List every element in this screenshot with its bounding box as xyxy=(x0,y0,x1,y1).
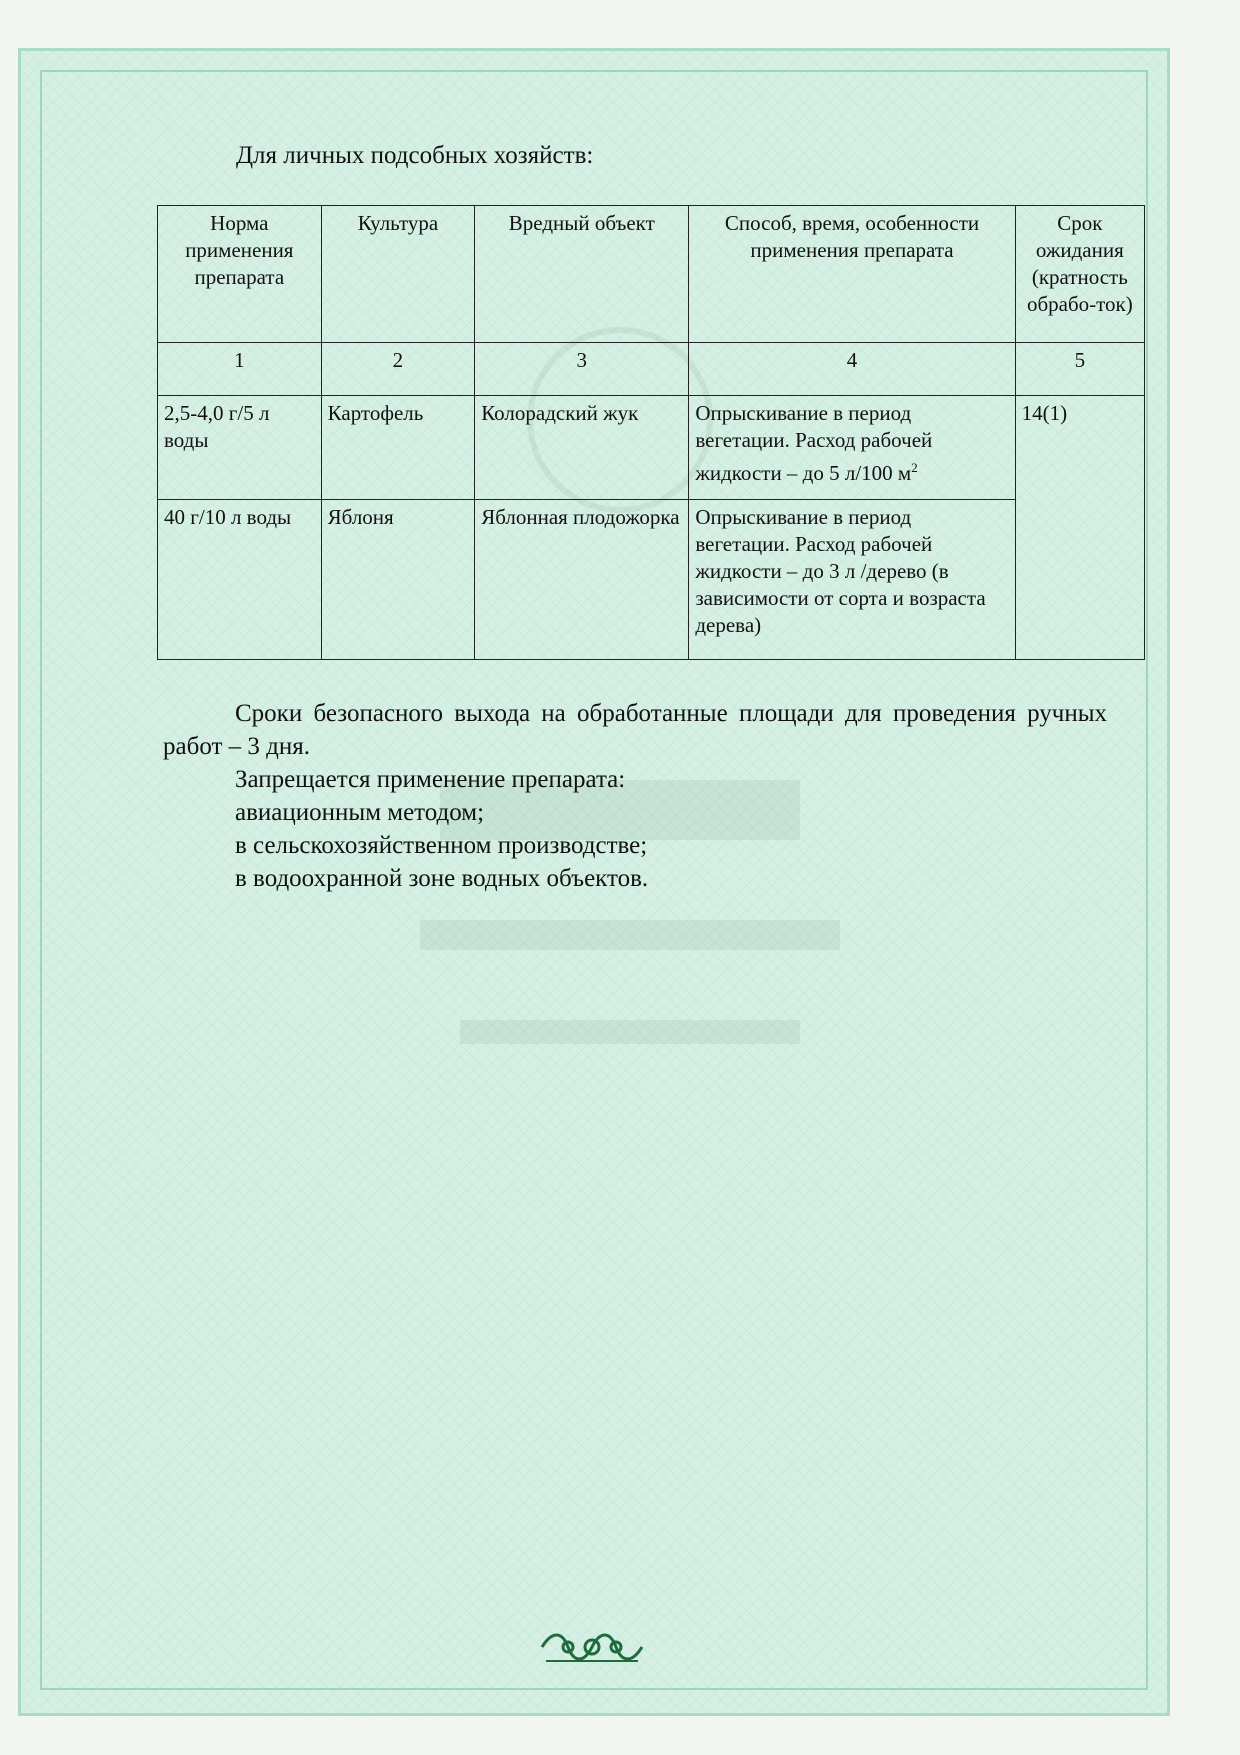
table-row xyxy=(158,396,1145,500)
table-number-row xyxy=(158,343,1145,396)
prohibit-item: в сельскохозяйственном производстве; xyxy=(235,832,648,859)
safety-paragraph: Сроки безопасного выхода на обработанные площади для проведения ручных работ – 3 дня. xyxy=(163,700,1107,760)
method-text: Опрыскивание в период вегетации. Расход рабочей жидкости – до 5 л/100 м xyxy=(695,401,933,485)
prohibit-item: авиационным методом; xyxy=(235,799,485,826)
column-number: 2 xyxy=(321,343,475,396)
cell-pest: Колорадский жук xyxy=(475,396,689,500)
cell-pest: Яблонная плодожорка xyxy=(475,500,689,660)
table-header-row xyxy=(158,206,1145,343)
prohibit-item: в водоохранной зоне водных объектов. xyxy=(235,865,649,892)
cell-crop: Яблоня xyxy=(321,500,475,660)
header-waiting: Срок ожидания (кратность обрабо-ток) xyxy=(1015,206,1144,343)
cell-rate: 2,5-4,0 г/5 л воды xyxy=(158,396,322,500)
cell-method: Опрыскивание в период вегетации. Расход рабочей жидкости – до 3 л /дерево (в зависимости от сорта и возраста дерева) xyxy=(689,500,1015,660)
table-row xyxy=(158,500,1145,660)
column-number: 3 xyxy=(475,343,689,396)
header-pest: Вредный объект xyxy=(475,206,689,343)
method-superscript: 2 xyxy=(911,460,918,475)
application-table xyxy=(157,205,1145,660)
column-number: 5 xyxy=(1015,343,1144,396)
cell-method xyxy=(689,396,1015,500)
ornament-icon xyxy=(538,1627,646,1667)
column-number: 4 xyxy=(689,343,1015,396)
header-crop: Культура xyxy=(321,206,475,343)
column-number: 1 xyxy=(158,343,322,396)
cell-rate: 40 г/10 л воды xyxy=(158,500,322,660)
cell-waiting: 14(1) xyxy=(1015,396,1144,660)
section-heading: Для личных подсобных хозяйств: xyxy=(236,142,594,169)
prohibit-title: Запрещается применение препарата: xyxy=(235,766,626,793)
cell-crop: Картофель xyxy=(321,396,475,500)
header-method: Способ, время, особенности применения препарата xyxy=(689,206,1015,343)
header-rate: Норма применения препарата xyxy=(158,206,322,343)
